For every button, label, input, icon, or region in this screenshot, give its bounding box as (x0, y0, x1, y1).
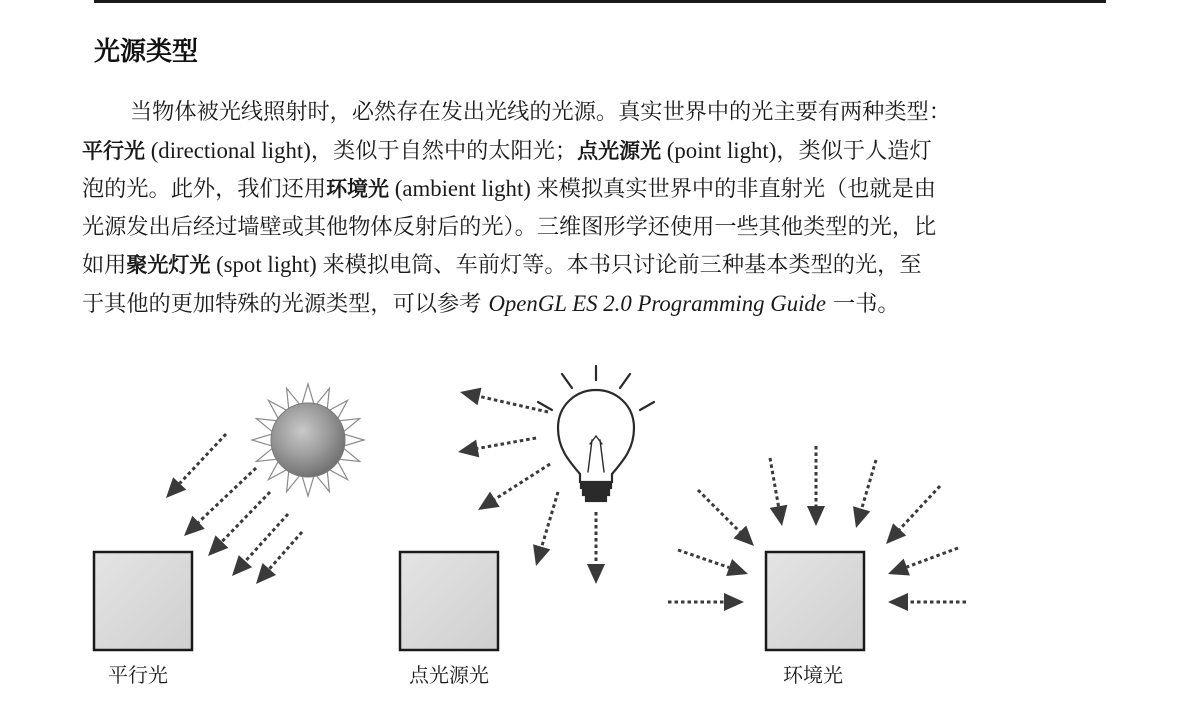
section-title: 光源类型 (94, 37, 199, 67)
parallel-light-ray (184, 468, 256, 536)
light-types-figure (0, 360, 1178, 710)
term-ambient-light-en: (ambient light) (389, 176, 537, 202)
sun-ray (302, 384, 314, 405)
ambient-light-diagram (668, 446, 966, 650)
line-1-text: 当物体被光线照射时，必然存在发出光线的光源。真实世界中的光主要有两种类型： (130, 99, 951, 125)
paragraph-line-1 (82, 94, 1110, 132)
light-types-illustration (0, 360, 1178, 710)
parallel-light-diagram (94, 384, 364, 650)
paragraph-line-3 (82, 170, 1110, 209)
line-2-text-b: ，类似于人造灯 (776, 137, 932, 164)
caption-ambient-light: 环境光 (783, 663, 843, 687)
parallel-light-ray (232, 514, 288, 576)
ambient-light-ray (853, 460, 876, 528)
term-directional-light-en: (directional light) (145, 137, 311, 163)
line-5-text-b: 来模拟电筒、车前灯等。本书只讨论前三种基本类型的光，至 (322, 252, 922, 279)
point-light-ray (533, 492, 558, 566)
ambient-light-ray (888, 593, 966, 611)
ambient-light-ray (678, 550, 748, 576)
line-6-text-b: 一书。 (825, 290, 900, 317)
point-light-cube (400, 552, 498, 650)
point-light-ray (587, 512, 605, 584)
top-rule (94, 0, 1106, 3)
parallel-light-cube (94, 552, 192, 650)
ambient-light-ray (888, 548, 958, 575)
ambient-light-cube (766, 552, 864, 650)
body-paragraph (82, 94, 1110, 324)
sun-icon (271, 403, 345, 477)
ambient-light-ray (698, 490, 754, 546)
point-light-ray (460, 388, 548, 412)
lightbulb-icon (538, 366, 654, 501)
term-point-light: 点光源光 (577, 138, 662, 163)
caption-point-light: 点光源光 (409, 663, 489, 687)
ambient-light-ray (668, 593, 744, 611)
line-3-text-a: 泡的光。此外，我们还用 (82, 176, 327, 203)
term-spot-light: 聚光灯光 (126, 253, 211, 278)
term-ambient-light: 环境光 (326, 177, 390, 202)
term-directional-light: 平行光 (82, 138, 145, 163)
book-title: OpenGL ES 2.0 Programming Guide (488, 290, 826, 316)
caption-parallel-light: 平行光 (108, 663, 168, 687)
paragraph-line-5 (82, 246, 1110, 285)
line-3-text-b: 来模拟真实世界中的非直射光（也就是由 (536, 176, 936, 203)
sun-ray (252, 434, 273, 446)
line-2-text-a: ，类似于自然中的太阳光； (310, 137, 578, 164)
paragraph-line-2 (82, 132, 1110, 171)
term-point-light-en: (point light) (661, 137, 777, 163)
point-light-diagram (400, 366, 654, 650)
point-light-ray (478, 464, 550, 510)
sun-ray (343, 434, 364, 446)
parallel-light-ray (166, 434, 226, 498)
term-spot-light-en: (spot light) (210, 252, 323, 278)
paragraph-line-6 (82, 285, 1110, 324)
ambient-light-ray (770, 458, 788, 526)
sun-ray (302, 475, 314, 496)
point-light-ray (458, 438, 536, 457)
line-4-text: 光源发出后经过墙壁或其他物体反射后的光）。三维图形学还使用一些其他类型的光，比 (82, 213, 937, 240)
paragraph-line-4 (82, 209, 1110, 247)
line-5-text-a: 如用 (82, 252, 127, 279)
ambient-light-ray (807, 446, 825, 526)
line-6-text-a: 于其他的更加特殊的光源类型，可以参考 (82, 290, 489, 317)
ambient-light-ray (886, 486, 940, 544)
